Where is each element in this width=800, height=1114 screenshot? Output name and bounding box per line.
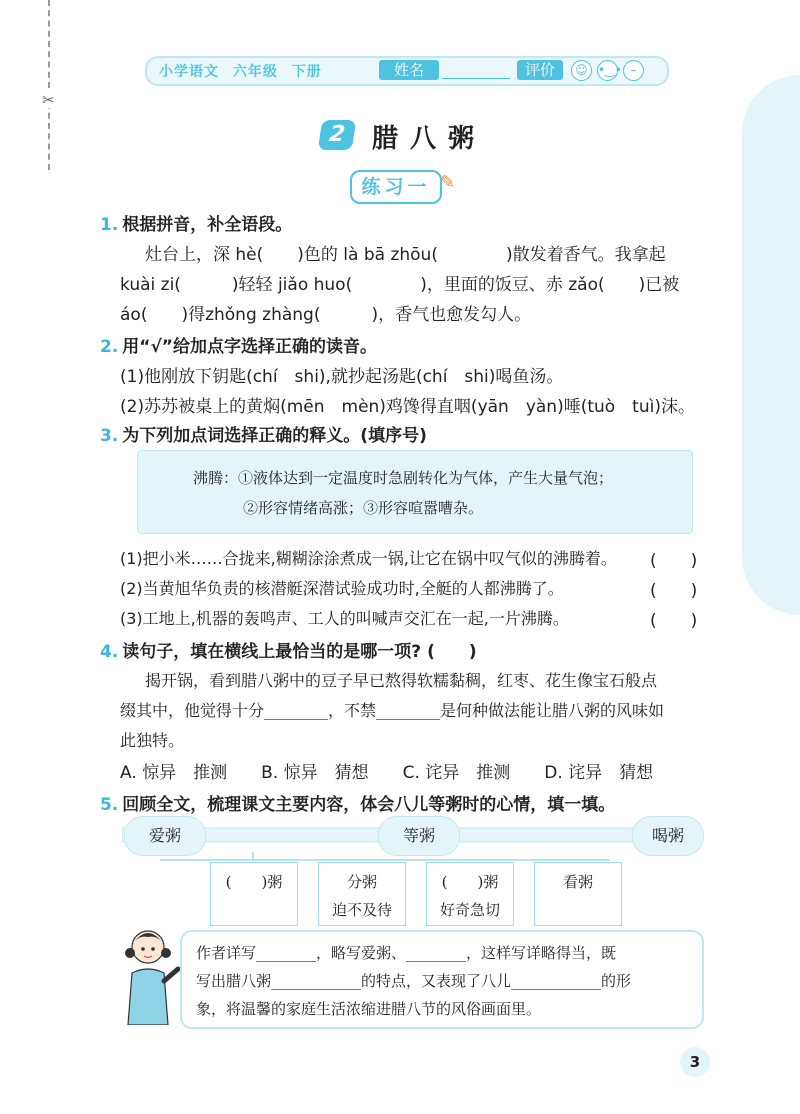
summary-box bbox=[180, 930, 704, 1029]
summary-line-2: 写出腊八粥____________的特点，又表现了八儿____________的形 bbox=[196, 972, 632, 990]
q1-line-3: áo( )得zhǒng zhàng( )，香气也愈发勾人。 bbox=[120, 305, 532, 325]
name-field[interactable] bbox=[442, 78, 510, 79]
q3-item-1: (1)把小米……合拢来,糊糊涂涂煮成一锅,让它在锅中叹气似的沸腾着。 bbox=[120, 549, 617, 568]
exercise-badge: 练习一 bbox=[350, 170, 442, 204]
q3-answer-3[interactable]: ( ) bbox=[650, 611, 698, 631]
header-bar bbox=[145, 56, 669, 86]
q3-answer-1[interactable]: ( ) bbox=[650, 551, 698, 571]
question-3: 3. 为下列加点词选择正确的释义。(填序号) bbox=[100, 426, 427, 446]
question-4: 4. 读句子，填在横线上最恰当的是哪一项? ( ) bbox=[100, 642, 477, 662]
definition-box bbox=[137, 450, 693, 534]
definition-line-1: 沸腾：①液体达到一定温度时急剧转化为气体，产生大量气泡； bbox=[193, 469, 614, 487]
question-2: 2. 用“√”给加点字选择正确的读音。 bbox=[100, 337, 377, 357]
q4-line-2: 缀其中，他觉得十分________，不禁________是何种做法能让腊八粥的风味如 bbox=[120, 701, 665, 720]
girl-illustration bbox=[118, 925, 180, 1025]
q1-line-2: kuài zi( )轻轻 jiǎo huo( )，里面的饭豆、赤 zǎo( )已被 bbox=[120, 275, 680, 295]
plain-face-icon[interactable]: – bbox=[623, 60, 644, 81]
lesson-number: 2 bbox=[318, 120, 356, 150]
page-number: 3 bbox=[680, 1047, 710, 1077]
q2-item-1: (1)他刚放下钥匙(chí shi),就抄起汤匙(chí shi)喝鱼汤。 bbox=[120, 367, 564, 387]
q1-line-1: 灶台上，深 hè( )色的 là bā zhōu( )散发着香气。我拿起 bbox=[145, 245, 666, 265]
question-5: 5. 回顾全文，梳理课文主要内容，体会八儿等粥时的心情，填一填。 bbox=[100, 795, 616, 815]
summary-line-1: 作者详写________，略写爱粥、________，这样写详略得当，既 bbox=[196, 944, 617, 962]
neutral-face-icon[interactable]: •‿• bbox=[597, 60, 618, 81]
pencil-icon: ✎ bbox=[440, 172, 456, 193]
summary-line-3: 象，将温馨的家庭生活浓缩进腊八节的风俗画面里。 bbox=[196, 1000, 542, 1018]
flow-stage-drink: 喝粥 bbox=[632, 816, 704, 856]
smile-face-icon[interactable]: ☺ bbox=[571, 60, 592, 81]
q3-item-2: (2)当黄旭华负责的核潜艇深潜试验成功时,全艇的人都沸腾了。 bbox=[120, 579, 564, 598]
q4-options: A. 惊异 推测 B. 惊异 猜想 C. 诧异 推测 D. 诧异 猜想 bbox=[120, 763, 654, 783]
name-label: 姓名 bbox=[379, 60, 439, 80]
flow-stage-love: 爱粥 bbox=[124, 816, 206, 856]
stage-2: 分粥 迫不及待 bbox=[318, 862, 406, 926]
q3-answer-2[interactable]: ( ) bbox=[650, 581, 698, 601]
cut-line bbox=[48, 0, 50, 170]
grade-label: 小学语文 六年级 下册 bbox=[159, 64, 322, 80]
lesson-title-text: 腊八粥 bbox=[372, 124, 487, 154]
stage-4: 看粥 bbox=[534, 862, 622, 926]
stage-1: ( )粥 bbox=[210, 862, 298, 926]
page-decoration bbox=[742, 75, 800, 615]
q4-line-1: 揭开锅，看到腊八粥中的豆子早已熬得软糯黏稠，红枣、花生像宝石般点 bbox=[145, 671, 658, 690]
scissors-icon: ✂ bbox=[42, 91, 55, 109]
definition-line-2: ②形容情绪高涨；③形容喧嚣嘈杂。 bbox=[243, 499, 484, 517]
stage-3: ( )粥 好奇急切 bbox=[426, 862, 514, 926]
question-1: 1. 根据拼音，补全语段。 bbox=[100, 215, 293, 235]
evaluation-label: 评价 bbox=[517, 60, 563, 80]
q3-item-3: (3)工地上,机器的轰鸣声、工人的叫喊声交汇在一起,一片沸腾。 bbox=[120, 609, 569, 628]
flow-stage-wait: 等粥 bbox=[378, 816, 460, 856]
q2-item-2: (2)苏苏被桌上的黄焖(mēn mèn)鸡馋得直咽(yān yàn)唾(tuò tuì)沫。 bbox=[120, 397, 695, 417]
q4-line-3: 此独特。 bbox=[120, 731, 185, 750]
